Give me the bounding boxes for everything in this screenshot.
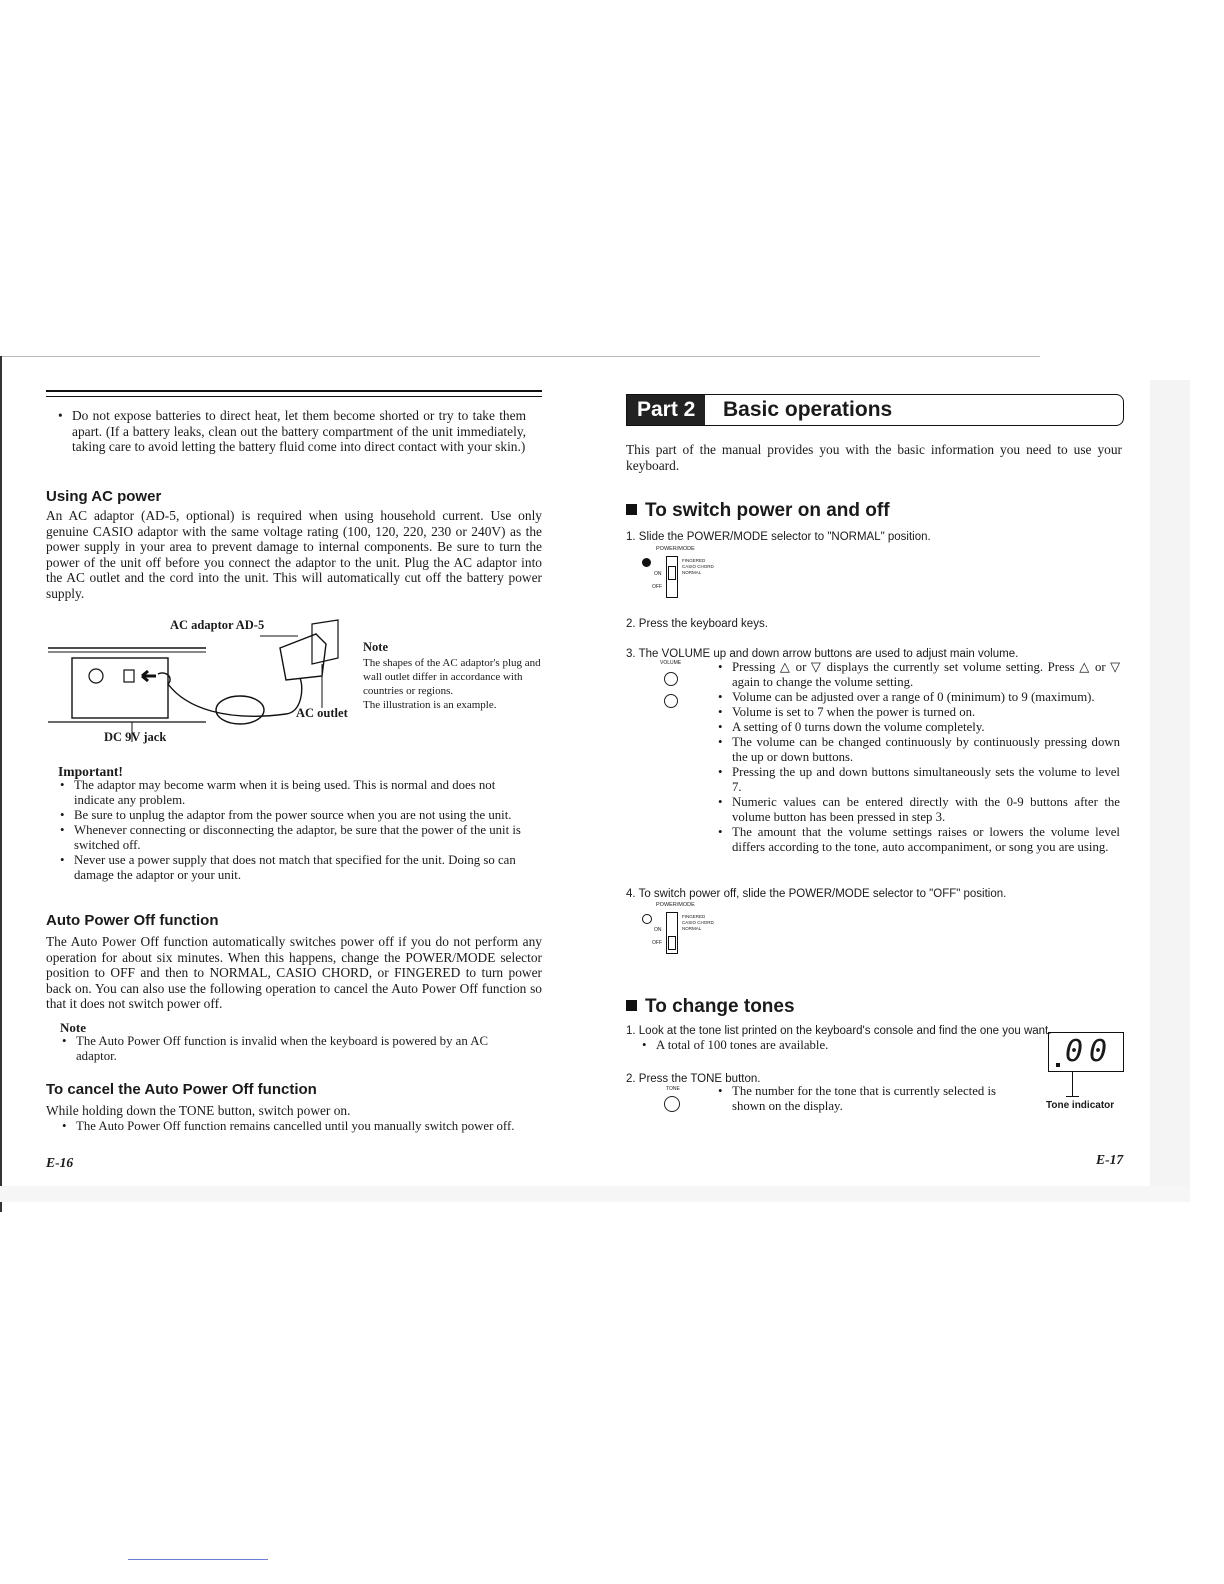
tones-step1-list	[640, 1038, 1020, 1053]
important-item: • Be sure to unplug the adaptor from the power source when you are not using the unit.	[58, 808, 528, 823]
cancel-paragraph: While holding down the TONE button, switch power on.	[46, 1103, 351, 1118]
tones-step2: 2. Press the TONE button.	[626, 1073, 761, 1085]
volume-item: • Pressing △ or ▽ displays the currently set volume setting. Press △ or ▽ again to change the volume setting.	[716, 660, 1120, 690]
scan-noise-right	[1150, 380, 1190, 1200]
volume-item: • Volume is set to 7 when the power is turned on.	[716, 705, 1120, 720]
tones-step2-item: • The number for the tone that is currently selected is shown on the display.	[716, 1084, 1032, 1114]
left-header-rule	[46, 390, 542, 397]
tone-display-value: 00	[1065, 1034, 1114, 1069]
tones-step1: 1. Look at the tone list printed on the keyboard's console and find the one you want.	[626, 1025, 1052, 1037]
auto-power-note-item: • The Auto Power Off function is invalid when the keyboard is powered by an AC adaptor.	[60, 1034, 510, 1064]
auto-power-heading: Auto Power Off function	[46, 912, 219, 929]
selector-off-label: OFF	[652, 584, 662, 590]
dc-jack-label: DC 9V jack	[104, 730, 167, 744]
tone-button-label: TONE	[666, 1086, 680, 1092]
tone-display	[1048, 1032, 1124, 1072]
square-bullet-icon	[626, 1000, 637, 1011]
tone-button-group	[662, 1086, 686, 1116]
dc-jack-icon	[124, 670, 134, 682]
power-step1: 1. Slide the POWER/MODE selector to "NORMAL" position.	[626, 531, 931, 543]
selector-on-label: ON	[654, 927, 662, 933]
selector-knob	[668, 936, 676, 950]
power-step3: 3. The VOLUME up and down arrow buttons are used to adjust main volume.	[626, 648, 1019, 660]
tone-indicator-pointer-base	[1066, 1096, 1079, 1097]
ac-adaptor-figure	[46, 618, 546, 758]
part-title: Basic operations	[723, 398, 893, 421]
volume-label: VOLUME	[660, 660, 682, 666]
selector-title: POWER/MODE	[656, 902, 695, 908]
selector-opt1: FINGERED	[682, 914, 706, 919]
auto-power-paragraph: The Auto Power Off function automatically switches power off if you do not perform any operation for about six minutes. When this happens, change the POWER/MODE selector position to OFF and then to NORMAL, CASIO CHORD, or FINGERED to turn power back on. You can also use the following operation to cancel the Auto Power Off function so that it does not switch power off.	[46, 934, 542, 1012]
scan-top-rule	[0, 356, 1040, 357]
part-header	[626, 394, 1124, 426]
part-intro: This part of the manual provides you with the basic information you need to use your keyboard.	[626, 442, 1122, 473]
important-item: • The adaptor may become warm when it is being used. This is normal and does not indicate any problem.	[58, 778, 528, 808]
figure-note-text: The shapes of the AC adaptor's plug and wall outlet differ in accordance with countries or regions.	[363, 657, 541, 697]
scan-noise-bottom	[0, 1186, 1190, 1202]
scan-left-edge	[0, 356, 2, 1212]
tones-heading-text: To change tones	[645, 996, 795, 1017]
tone-indicator-pointer	[1072, 1072, 1073, 1096]
power-heading-text: To switch power on and off	[645, 500, 890, 521]
selector-knob	[668, 566, 676, 580]
volume-item: • The volume can be changed continuously by continuously pressing down the up or down buttons.	[716, 735, 1120, 765]
auto-power-note-list	[60, 1034, 510, 1064]
selector-indicator-empty-icon	[642, 914, 652, 924]
decimal-point	[1056, 1063, 1060, 1067]
figure-note-text2: The illustration is an example.	[363, 699, 497, 711]
adaptor-label: AC adaptor AD-5	[170, 618, 265, 632]
adaptor-body-icon	[280, 634, 326, 680]
power-selector-off	[642, 902, 762, 962]
ac-adaptor-illustration	[46, 618, 366, 748]
ac-power-paragraph: An AC adaptor (AD-5, optional) is required when using household current. Use only genuine CASIO adaptor with the same voltage rating (100, 120, 220, 230 or 240V) as the power supply in your area to prevent damage to internal components. Be sure to turn the power of the unit off before you connect the adaptor to the unit. Plug the AC adaptor into the AC outlet and the cord into the unit. This will automatically cut off the battery power supply.	[46, 508, 542, 601]
volume-item: • The amount that the volume settings raises or lowers the volume level differs according to the tone, auto accompaniment, or song you are using.	[716, 825, 1120, 855]
part-label: Part 2	[627, 395, 705, 425]
selector-title: POWER/MODE	[656, 546, 695, 552]
outlet-label: AC outlet	[296, 706, 348, 720]
important-item: • Never use a power supply that does not match that specified for the unit. Doing so can damage the adaptor or your unit.	[58, 853, 528, 883]
tones-step1-item: • A total of 100 tones are available.	[640, 1038, 1020, 1053]
selector-opt1: FINGERED	[682, 558, 706, 563]
tone-button[interactable]	[664, 1096, 680, 1112]
tone-indicator-label: Tone indicator	[1046, 1100, 1115, 1111]
selector-indicator-filled-icon	[642, 558, 651, 567]
selector-opt3: NORMAL	[682, 926, 702, 931]
important-title: Important!	[58, 764, 123, 779]
tones-step2-list	[716, 1084, 1032, 1114]
volume-buttons	[660, 660, 690, 720]
volume-item: • Numeric values can be entered directly with the 0-9 buttons after the volume button has been pressed in step 3.	[716, 795, 1120, 825]
volume-list	[716, 660, 1120, 855]
square-bullet-icon	[626, 504, 637, 515]
selector-opt2: CASIO CHORD	[682, 920, 714, 925]
phones-jack-icon	[89, 669, 103, 683]
power-selector-normal	[642, 546, 762, 606]
auto-power-note-title: Note	[60, 1020, 86, 1035]
volume-up-button[interactable]	[664, 672, 678, 686]
cancel-item: • The Auto Power Off function remains cancelled until you manually switch power off.	[60, 1119, 530, 1134]
battery-warning-item: • Do not expose batteries to direct heat, let them become shorted or try to take them apart. (If a battery leaks, clean out the battery compartment of the unit immediately, taking care to avoid letting the battery fluid come into direct contact with your skin.)	[56, 408, 526, 455]
important-list	[58, 778, 528, 883]
bottom-blue-rule	[128, 1559, 268, 1560]
tones-heading	[626, 996, 795, 1018]
volume-item: • Pressing the up and down buttons simultaneously sets the volume to level 7.	[716, 765, 1120, 795]
power-heading	[626, 500, 890, 522]
selector-opt2: CASIO CHORD	[682, 564, 714, 569]
figure-note-title: Note	[363, 640, 388, 654]
volume-item: • A setting of 0 turns down the volume completely.	[716, 720, 1120, 735]
cancel-list	[60, 1119, 530, 1134]
battery-warning	[56, 408, 526, 455]
selector-opt3: NORMAL	[682, 570, 702, 575]
ac-power-heading: Using AC power	[46, 488, 162, 505]
left-page-number: E-16	[46, 1155, 74, 1170]
selector-on-label: ON	[654, 571, 662, 577]
cancel-heading: To cancel the Auto Power Off function	[46, 1081, 317, 1098]
volume-down-button[interactable]	[664, 694, 678, 708]
volume-item: • Volume can be adjusted over a range of 0 (minimum) to 9 (maximum).	[716, 690, 1120, 705]
important-item: • Whenever connecting or disconnecting the adaptor, be sure that the power of the unit is switched off.	[58, 823, 528, 853]
power-step4: 4. To switch power off, slide the POWER/MODE selector to "OFF" position.	[626, 888, 1007, 900]
power-step2: 2. Press the keyboard keys.	[626, 618, 768, 630]
right-page-number: E-17	[1096, 1152, 1124, 1167]
selector-off-label: OFF	[652, 940, 662, 946]
